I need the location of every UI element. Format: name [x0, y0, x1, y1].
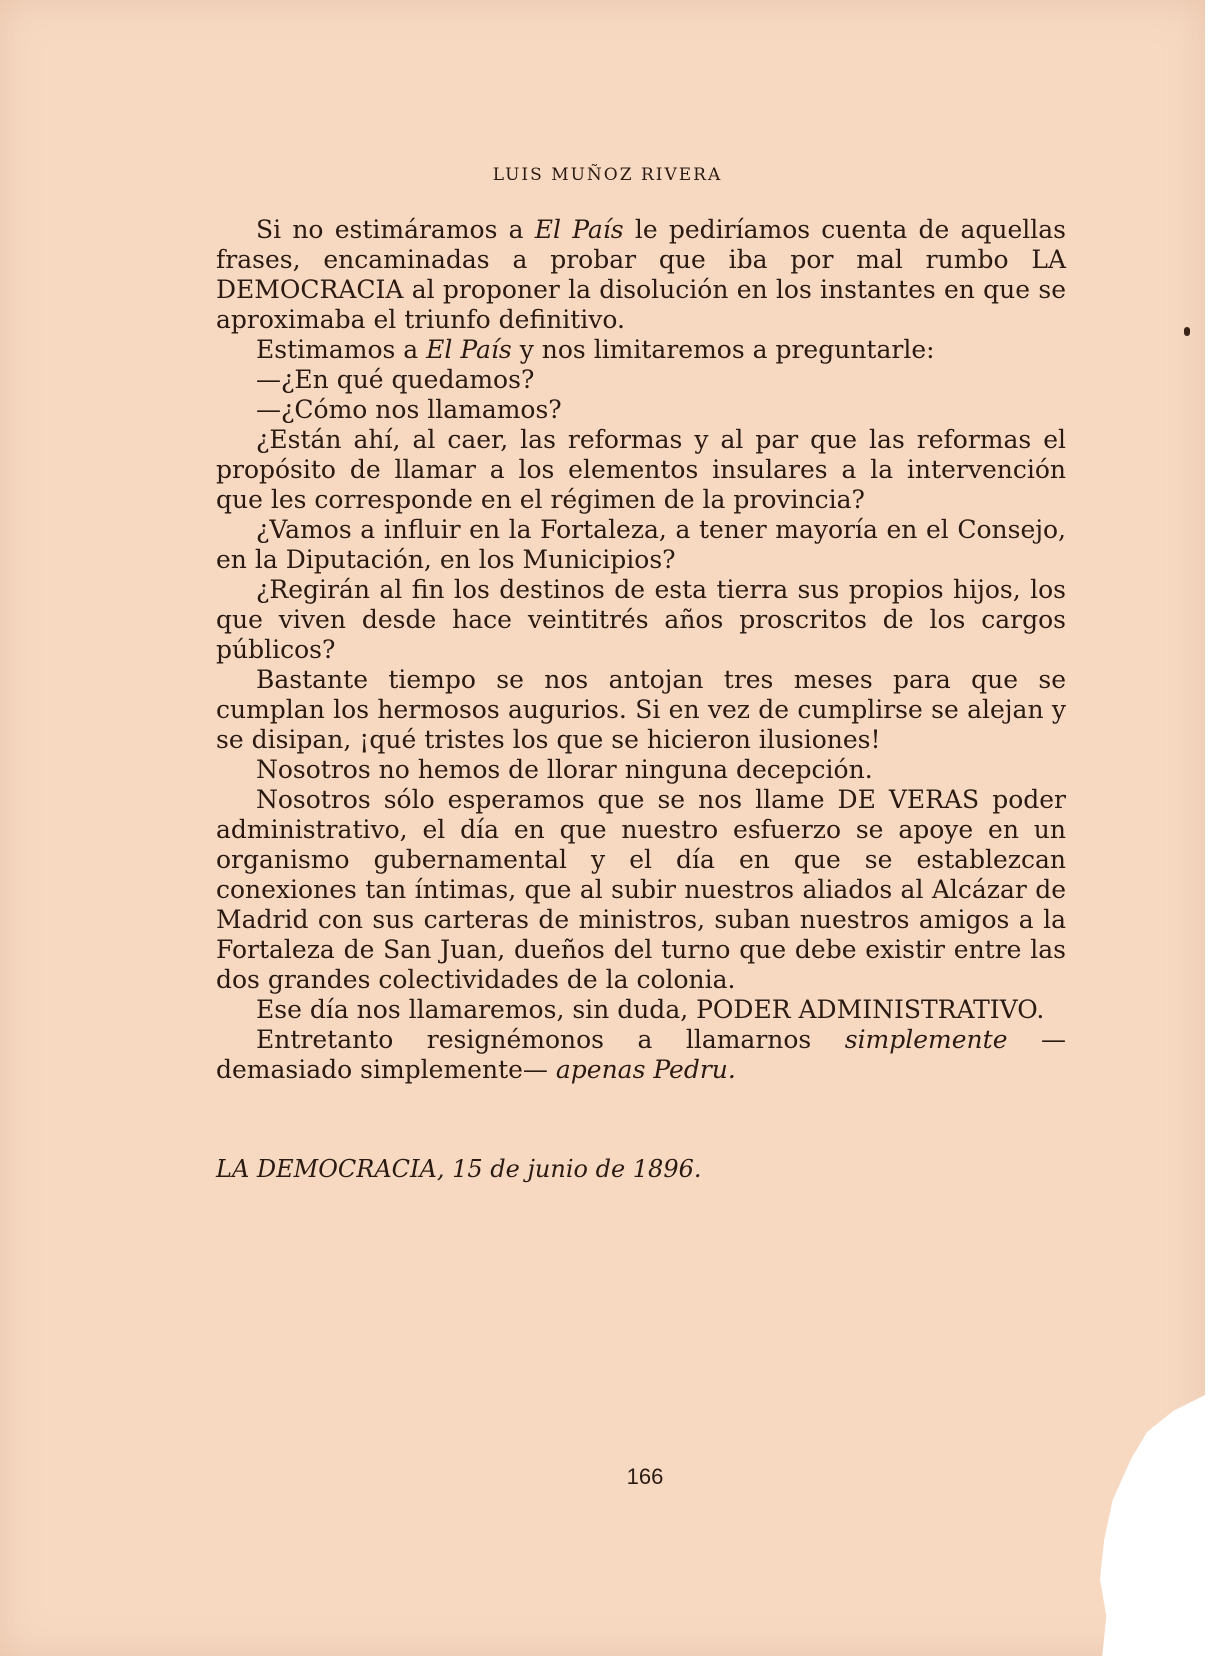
emphasis: apenas Pedru.	[555, 1055, 736, 1084]
emphasis: simplemente	[844, 1025, 1008, 1054]
ink-speck	[1184, 327, 1190, 336]
newspaper-name: El País	[534, 215, 624, 244]
article-body	[216, 215, 1066, 1085]
paragraph-7: ¿Regirán al fin los destinos de esta tierra sus propios hijos, los que viven desde hace veintitrés años proscritos de los cargos públicos?	[216, 575, 1066, 664]
paragraph-4: —¿Cómo nos llamamos?	[256, 395, 562, 424]
paragraph-2: Estimamos a El País y nos limitaremos a preguntarle:	[256, 335, 935, 364]
newspaper-name: El País	[426, 335, 512, 364]
paragraph-11: Ese día nos llamaremos, sin duda, PODER ADMINISTRATIVO.	[256, 995, 1045, 1024]
paragraph-1: Si no estimáramos a El País le pediríamos cuenta de aquellas frases, encaminadas a probar que iba por mal rumbo LA DEMOCRACIA al proponer la disolución en los instantes en que se aproximaba el triunfo definitivo.	[216, 215, 1066, 334]
paragraph-12: Entretanto resignémonos a llamarnos simplemente —demasiado simplemente— apenas Pedru.	[216, 1025, 1066, 1084]
paragraph-9: Nosotros no hemos de llorar ninguna decepción.	[256, 755, 873, 784]
paragraph-3: —¿En qué quedamos?	[256, 365, 535, 394]
paragraph-5: ¿Están ahí, al caer, las reformas y al par que las reformas el propósito de llamar a los elementos insulares a la intervención que les corresponde en el régimen de la provincia?	[216, 425, 1066, 514]
paragraph-8: Bastante tiempo se nos antojan tres meses para que se cumplan los hermosos augurios. Si en vez de cumplirse se alejan y se disipan, ¡qué tristes los que se hicieron ilusiones!	[216, 665, 1066, 754]
running-header: LUIS MUÑOZ RIVERA	[492, 165, 723, 185]
page-number: 166	[626, 1464, 664, 1489]
page-margin	[1205, 0, 1215, 1658]
paragraph-10: Nosotros sólo esperamos que se nos llame DE VERAS poder administrativo, el día en que nuestro esfuerzo se apoye en un organismo gubernamental y el día en que se establezcan conexiones tan íntimas, que al subir nuestros aliados al Alcázar de Madrid con sus carteras de ministros, suban nuestros amigos a la Fortaleza de San Juan, dueños del turno que debe existir entre las dos grandes colectividades de la colonia.	[216, 785, 1066, 994]
source-dateline: LA DEMOCRACIA, 15 de junio de 1896.	[216, 1155, 702, 1183]
paragraph-6: ¿Vamos a influir en la Fortaleza, a tener mayoría en el Consejo, en la Diputación, en los Municipios?	[216, 515, 1066, 574]
